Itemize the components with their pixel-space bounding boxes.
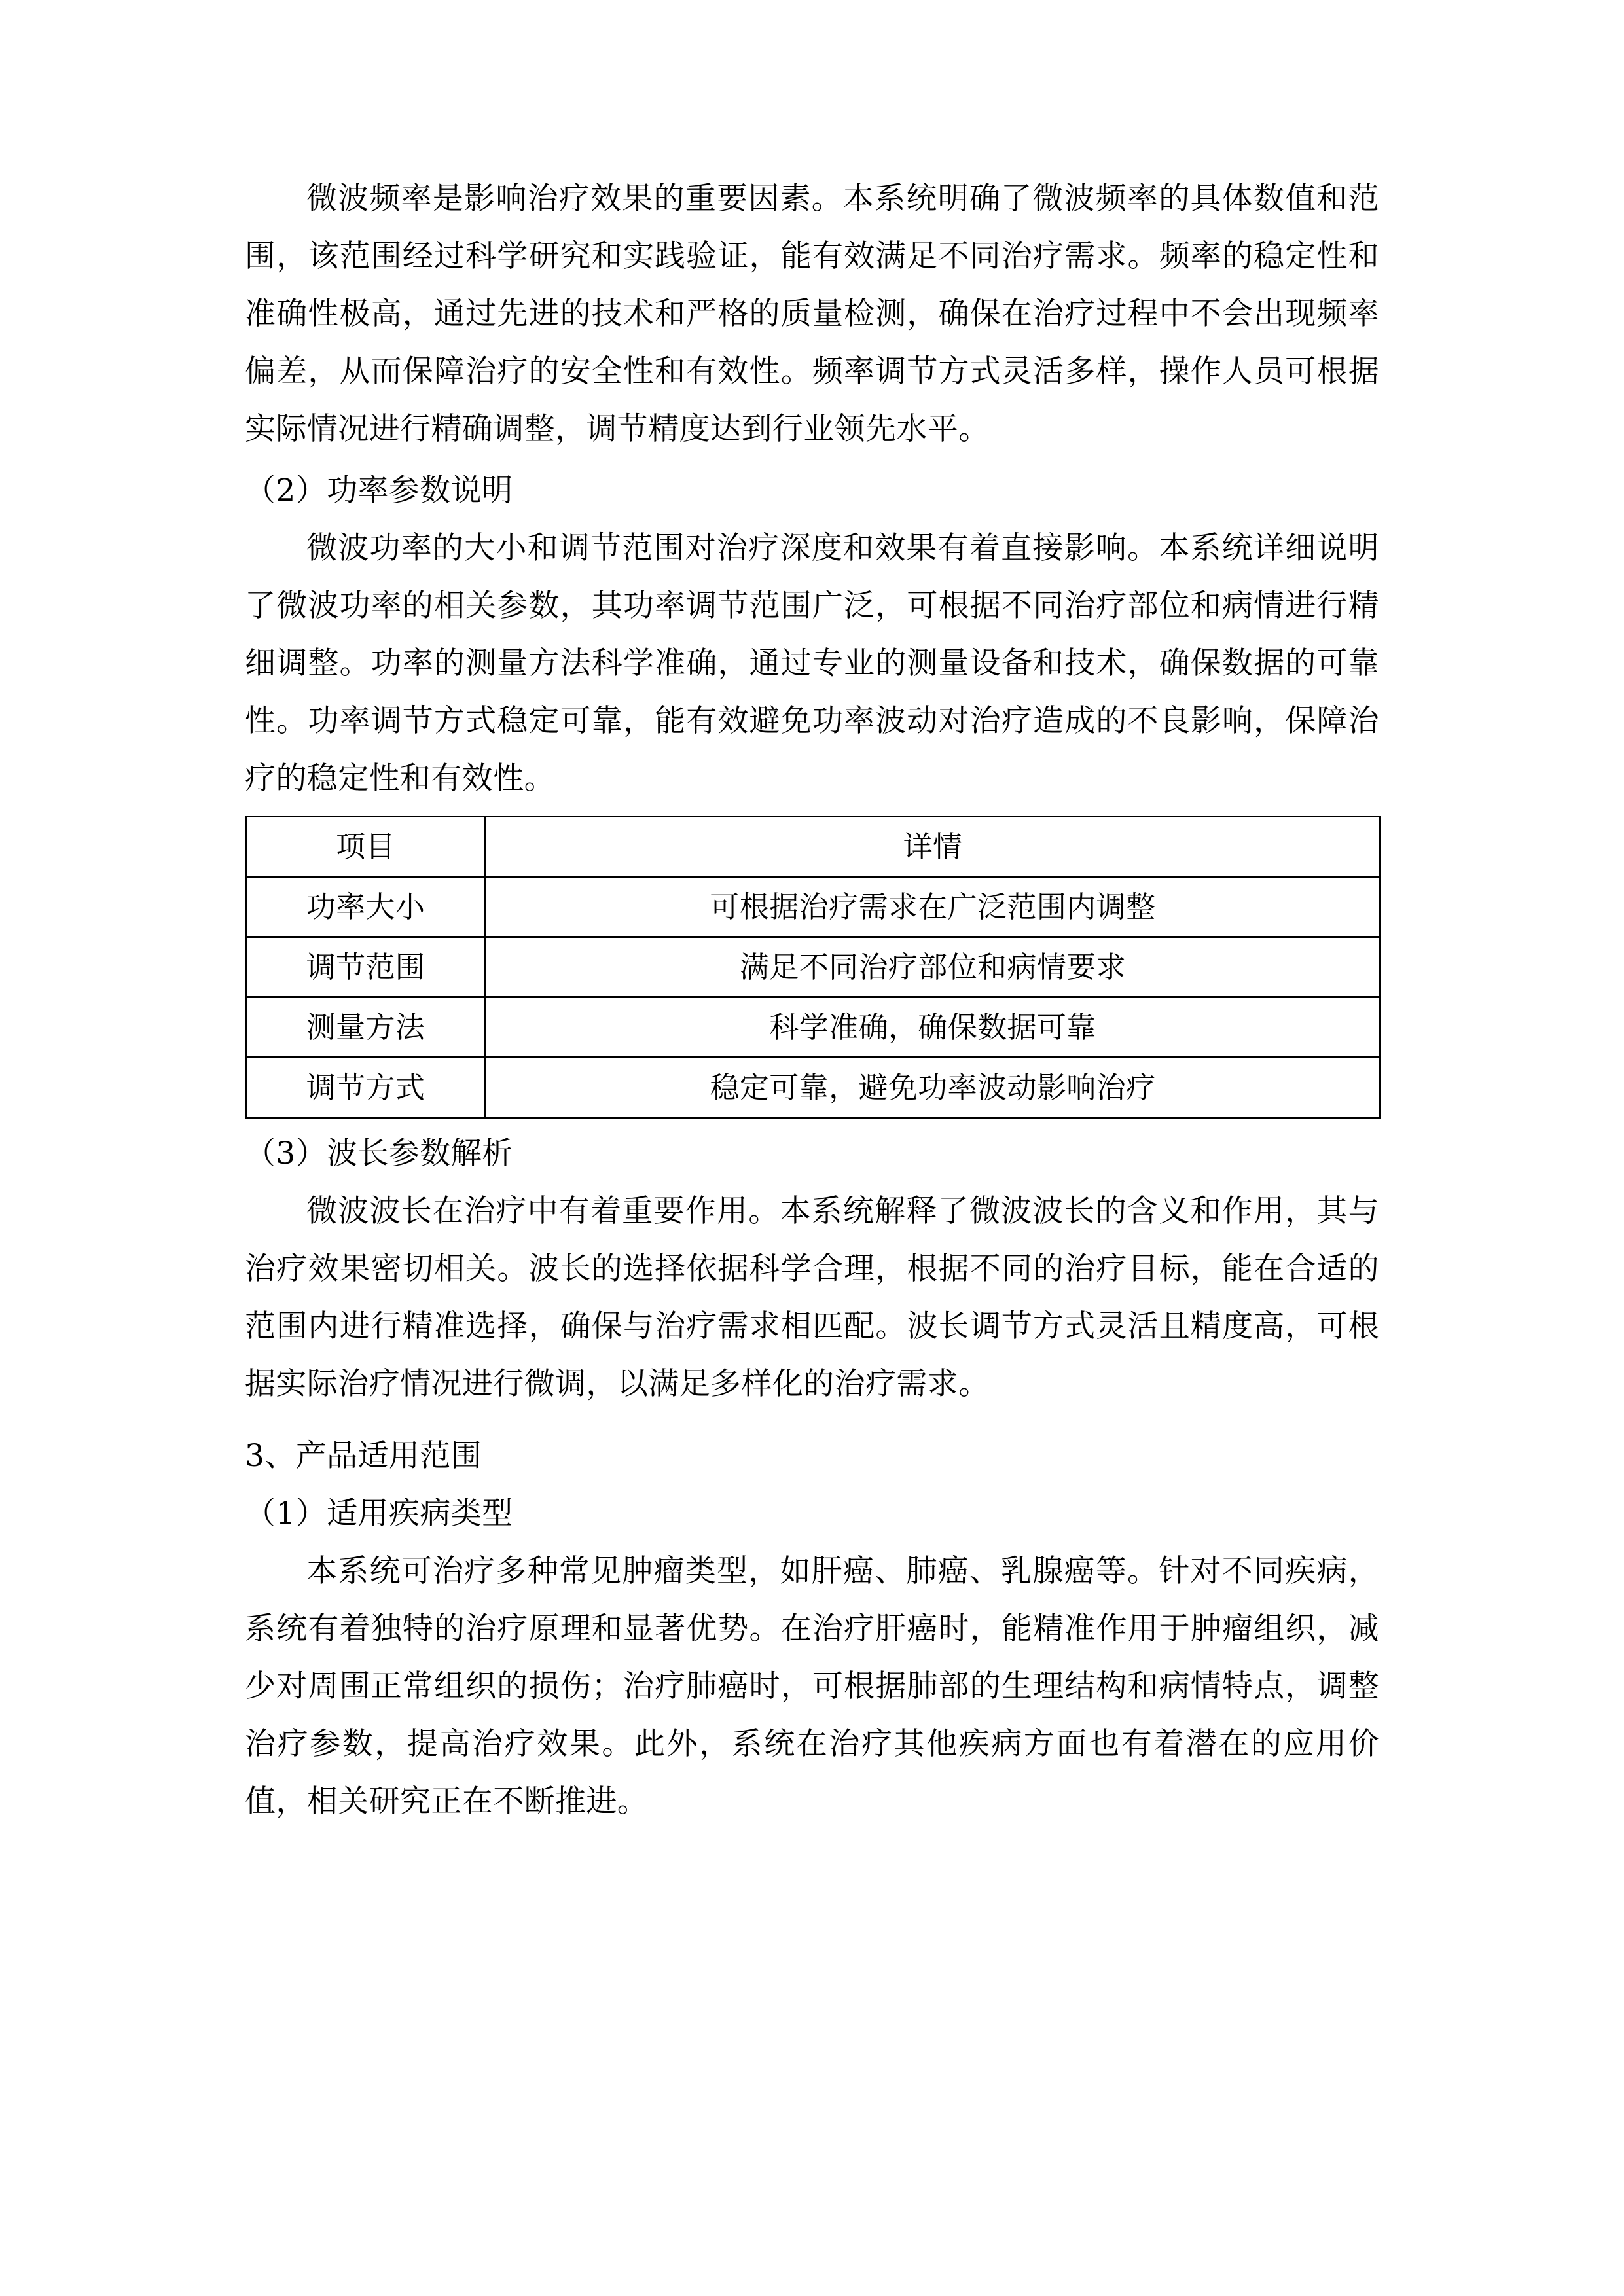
table-cell-item: 测量方法 bbox=[246, 997, 486, 1058]
table-row bbox=[246, 877, 1380, 937]
heading-product-scope: 3、产品适用范围 bbox=[245, 1438, 482, 1474]
heading-wavelength-parameters: （3）波长参数解析 bbox=[245, 1136, 513, 1172]
heading-power-parameters: （2）功率参数说明 bbox=[245, 473, 513, 509]
table-row bbox=[246, 937, 1380, 997]
paragraph-frequency: 微波频率是影响治疗效果的重要因素。本系统明确了微波频率的具体数值和范围，该范围经过科学研究和实践验证，能有效满足不同治疗需求。频率的稳定性和准确性极高，通过先进的技术和严格的质量检测，确保在治疗过程中不会出现频率偏差，从而保障治疗的安全性和有效性。频率调节方式灵活多样，操作人员可根据实际情况进行精确调整，调节精度达到行业领先水平。 bbox=[245, 181, 1379, 447]
table-cell-detail: 科学准确，确保数据可靠 bbox=[486, 997, 1380, 1058]
power-parameter-table bbox=[245, 816, 1381, 1119]
table-cell-item: 调节范围 bbox=[246, 937, 486, 997]
paragraph-disease: 本系统可治疗多种常见肿瘤类型，如肝癌、肺癌、乳腺癌等。针对不同疾病，系统有着独特的治疗原理和显著优势。在治疗肝癌时，能精准作用于肿瘤组织，减少对周围正常组织的损伤；治疗肺癌时，可根据肺部的生理结构和病情特点，调整治疗参数，提高治疗效果。此外，系统在治疗其他疾病方面也有着潜在的应用价值，相关研究正在不断推进。 bbox=[245, 1553, 1379, 1820]
table-cell-detail: 满足不同治疗部位和病情要求 bbox=[486, 937, 1380, 997]
table-header-row bbox=[246, 817, 1380, 877]
table-cell-detail: 稳定可靠，避免功率波动影响治疗 bbox=[486, 1058, 1380, 1118]
table-row bbox=[246, 1058, 1380, 1118]
table-row bbox=[246, 997, 1380, 1058]
heading-disease-types: （1）适用疾病类型 bbox=[245, 1496, 513, 1532]
table-cell-item: 调节方式 bbox=[246, 1058, 486, 1118]
table-cell-detail: 可根据治疗需求在广泛范围内调整 bbox=[486, 877, 1380, 937]
table-cell-item: 功率大小 bbox=[246, 877, 486, 937]
table-header-item: 项目 bbox=[246, 817, 486, 877]
table-header-detail: 详情 bbox=[486, 817, 1380, 877]
paragraph-power: 微波功率的大小和调节范围对治疗深度和效果有着直接影响。本系统详细说明了微波功率的相关参数，其功率调节范围广泛，可根据不同治疗部位和病情进行精细调整。功率的测量方法科学准确，通过专业的测量设备和技术，确保数据的可靠性。功率调节方式稳定可靠，能有效避免功率波动对治疗造成的不良影响，保障治疗的稳定性和有效性。 bbox=[245, 530, 1379, 797]
page-content bbox=[245, 170, 1379, 1835]
paragraph-wavelength: 微波波长在治疗中有着重要作用。本系统解释了微波波长的含义和作用，其与治疗效果密切相关。波长的选择依据科学合理，根据不同的治疗目标，能在合适的范围内进行精准选择，确保与治疗需求相匹配。波长调节方式灵活且精度高，可根据实际治疗情况进行微调，以满足多样化的治疗需求。 bbox=[245, 1193, 1379, 1402]
